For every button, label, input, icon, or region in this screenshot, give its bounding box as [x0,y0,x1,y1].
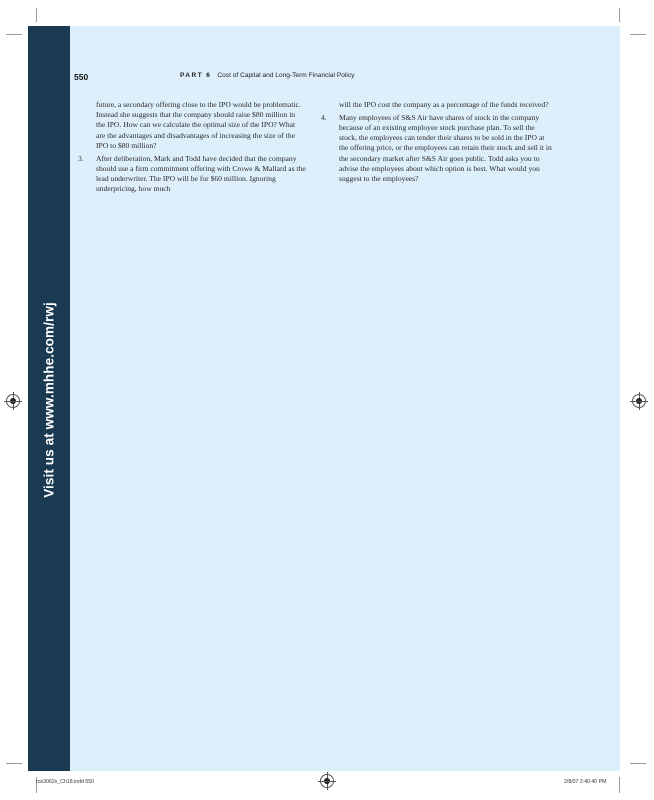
question-item-4 [321,112,552,184]
page-number: 550 [74,72,89,82]
left-column [78,100,306,194]
crop-mark [36,8,37,22]
item-number: 4. [321,112,327,122]
item-number: 3. [78,153,84,163]
crop-mark [6,34,22,35]
continuation-paragraph: future, a secondary offering close to the IPO would be problematic. Instead she suggests that the company should raise $80 million in the IPO. How can we calculate the optimal size of the IPO? What are the advantages and disadvantages of increasing the size of the IPO to $80 million? [96,100,301,150]
item-text: Many employees of S&S Air have shares of stock in the company because of an existing employee stock purchase plan. To sell the stock, the employees can tender their shares to be sold in the IPO at the offering price, or the employees can retain their stock and sell it in the secondary market after S&S Air goes public. Todd asks you to advise the employees about which option is best. What would you suggest to the employees? [339,112,552,183]
registration-mark-icon [320,774,334,788]
right-column [321,100,552,184]
slug-timestamp: 2/8/07 2:40:40 PM [564,779,607,785]
crop-mark [619,777,620,793]
crop-mark [619,8,620,22]
part-label: PART 6 [180,72,212,79]
slug-filename: ros3062x_Ch18.indd 550 [36,779,94,785]
crop-mark [630,34,646,35]
registration-mark-icon [6,394,20,408]
sidebar-url-text: Visit us at www.mhhe.com/rwj [41,302,57,498]
running-header [74,72,614,86]
crop-mark [6,763,22,764]
registration-mark-icon [632,394,646,408]
question-item-3 [78,153,306,195]
part-heading [180,72,354,79]
continuation-paragraph: will the IPO cost the company as a percentage of the funds received? [339,100,549,109]
item-text: After deliberation, Mark and Todd have decided that the company should use a firm commitment offering with Crowe & Mallard as the lead underwriter. The IPO will be for $60 million. Ignoring underpricing, how much [96,153,306,194]
part-title: Cost of Capital and Long-Term Financial Policy [217,72,355,79]
crop-mark [630,763,646,764]
